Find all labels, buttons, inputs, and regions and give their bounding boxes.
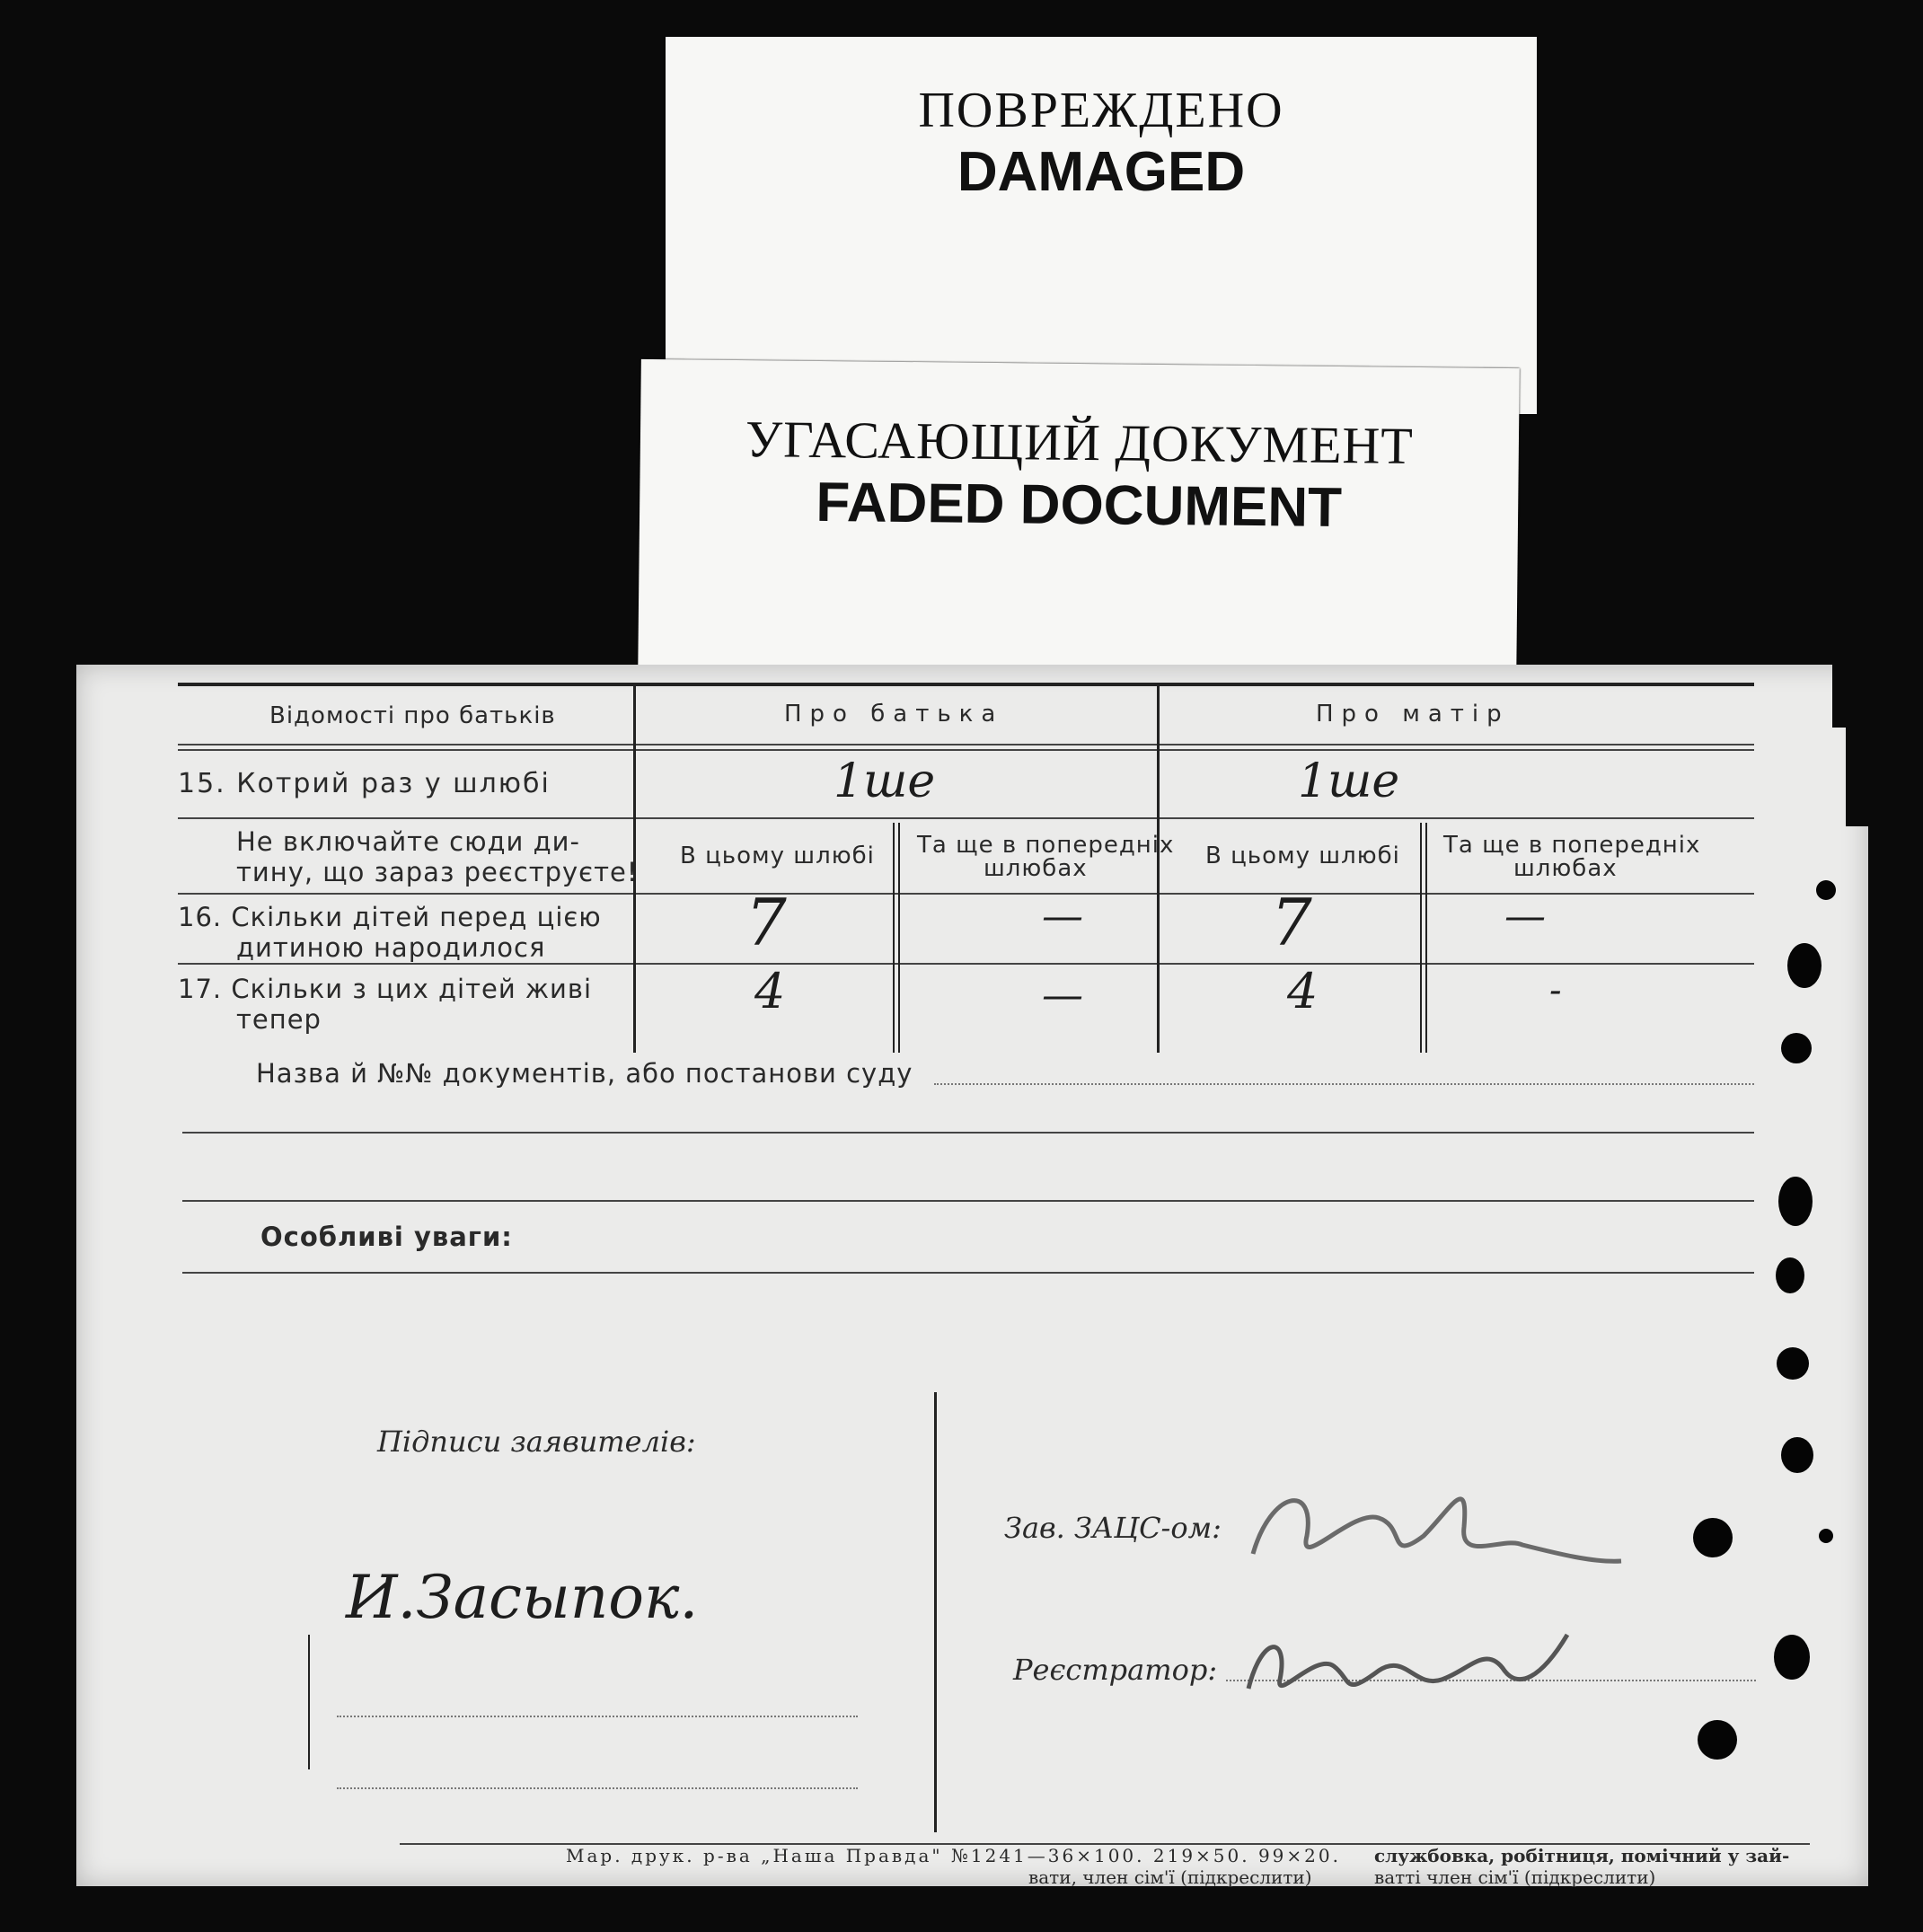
mother-prev-marriages-header-2: шлюбах bbox=[1513, 855, 1618, 882]
row16-line-1: 16. Скільки дітей перед цією bbox=[178, 902, 602, 932]
row16-rule bbox=[178, 963, 1754, 965]
remarks-label: Особливі уваги: bbox=[260, 1222, 513, 1252]
documents-dotted-line bbox=[934, 1083, 1754, 1085]
father-this-marriage-header: В цьому шлюбі bbox=[680, 842, 875, 869]
footer-right-line-2: ватті член сім'ї (підкреслити) bbox=[1374, 1866, 1656, 1888]
faded-notice bbox=[638, 359, 1520, 684]
punch-hole bbox=[1781, 1437, 1813, 1473]
header-parents-info: Відомості про батьків bbox=[269, 702, 556, 729]
footer-printer-info: Мар. друк. р-ва „Наша Правда" №1241—36×100. 219×50. 99×20. bbox=[566, 1845, 1341, 1866]
signatures-divider bbox=[934, 1392, 937, 1832]
signature-line-2 bbox=[337, 1787, 858, 1789]
punch-hole bbox=[1774, 1635, 1810, 1680]
header-rule-1 bbox=[178, 744, 1754, 745]
row17-line-2: тепер bbox=[236, 1004, 322, 1035]
row15-mother-value: 1ше bbox=[1298, 754, 1400, 808]
row16-mother-this-value: 7 bbox=[1271, 885, 1312, 960]
torn-edge bbox=[1846, 728, 1868, 826]
head-zags-label: Зав. ЗАЦС-ом: bbox=[1004, 1511, 1222, 1545]
torn-corner bbox=[1832, 665, 1868, 728]
header-about-father: Про батька bbox=[784, 701, 1004, 728]
punch-hole bbox=[1776, 1257, 1804, 1293]
documents-line-3 bbox=[182, 1200, 1754, 1202]
documents-label: Назва й №№ документів, або постанови суду bbox=[256, 1058, 913, 1089]
row16-mother-prev-value: — bbox=[1504, 891, 1546, 940]
signatures-label: Підписи заявителів: bbox=[377, 1425, 696, 1459]
punch-hole bbox=[1777, 1347, 1809, 1380]
faded-notice-ru: УГАСАЮЩИЙ ДОКУМЕНТ bbox=[745, 410, 1415, 475]
row15-label: 15. Котрий раз у шлюбі bbox=[178, 768, 551, 799]
registrar-signature-scribble bbox=[1235, 1617, 1576, 1716]
footer-right-line-1: службовка, робітниця, помічний у зай- bbox=[1374, 1845, 1790, 1866]
punch-hole bbox=[1778, 1177, 1813, 1226]
faded-notice-en: FADED DOCUMENT bbox=[816, 471, 1343, 540]
note-line-2: тину, що зараз реєструєте! bbox=[236, 857, 639, 887]
row17-mother-prev-value: - bbox=[1549, 970, 1562, 1011]
signature-line-1 bbox=[337, 1716, 858, 1717]
damaged-notice bbox=[666, 37, 1537, 414]
header-about-mother: Про матір bbox=[1316, 701, 1510, 728]
head-signature-scribble bbox=[1235, 1455, 1630, 1590]
remarks-line bbox=[182, 1272, 1754, 1274]
documents-line-2 bbox=[182, 1132, 1754, 1134]
father-prev-marriages-header-2: шлюбах bbox=[984, 855, 1088, 882]
row17-line-1: 17. Скільки з цих дітей живі bbox=[178, 974, 593, 1004]
punch-hole bbox=[1698, 1720, 1737, 1760]
row17-mother-this-value: 4 bbox=[1287, 963, 1319, 1019]
row17-father-this-value: 4 bbox=[754, 963, 786, 1019]
table-top-rule bbox=[178, 683, 1754, 686]
row16-father-this-value: 7 bbox=[745, 885, 787, 960]
damaged-notice-en: DAMAGED bbox=[957, 141, 1246, 203]
row15-rule bbox=[178, 817, 1754, 819]
row16-line-2: дитиною народилося bbox=[236, 932, 546, 963]
mother-this-marriage-header: В цьому шлюбі bbox=[1205, 842, 1400, 869]
punch-hole bbox=[1693, 1518, 1733, 1557]
father-prev-marriages-header-1: Та ще в попередніх bbox=[917, 832, 1175, 859]
registrar-label: Реєстратор: bbox=[1013, 1653, 1218, 1687]
subcolumn-divider-mother bbox=[1420, 823, 1427, 1053]
damaged-notice-ru: ПОВРЕЖДЕНО bbox=[918, 83, 1284, 138]
punch-hole bbox=[1787, 943, 1822, 988]
signature-bracket bbox=[308, 1635, 310, 1769]
subcolumn-divider-father bbox=[893, 823, 900, 1053]
note-line-1: Не включайте сюди ди- bbox=[236, 826, 580, 857]
registration-form-card bbox=[76, 665, 1868, 1886]
footer-middle-text: вати, член сім'ї (підкреслити) bbox=[1028, 1866, 1312, 1888]
column-divider-mother bbox=[1157, 684, 1160, 1053]
mother-prev-marriages-header-1: Та ще в попередніх bbox=[1443, 832, 1701, 859]
row17-father-prev-value: — bbox=[1042, 970, 1083, 1019]
punch-hole bbox=[1816, 880, 1836, 900]
header-rule-2 bbox=[178, 749, 1754, 751]
row15-father-value: 1ше bbox=[834, 754, 936, 808]
punch-hole bbox=[1781, 1033, 1812, 1063]
row16-father-prev-value: — bbox=[1042, 891, 1083, 940]
applicant-signature: И.Засыпок. bbox=[346, 1563, 699, 1632]
punch-hole bbox=[1819, 1529, 1833, 1543]
